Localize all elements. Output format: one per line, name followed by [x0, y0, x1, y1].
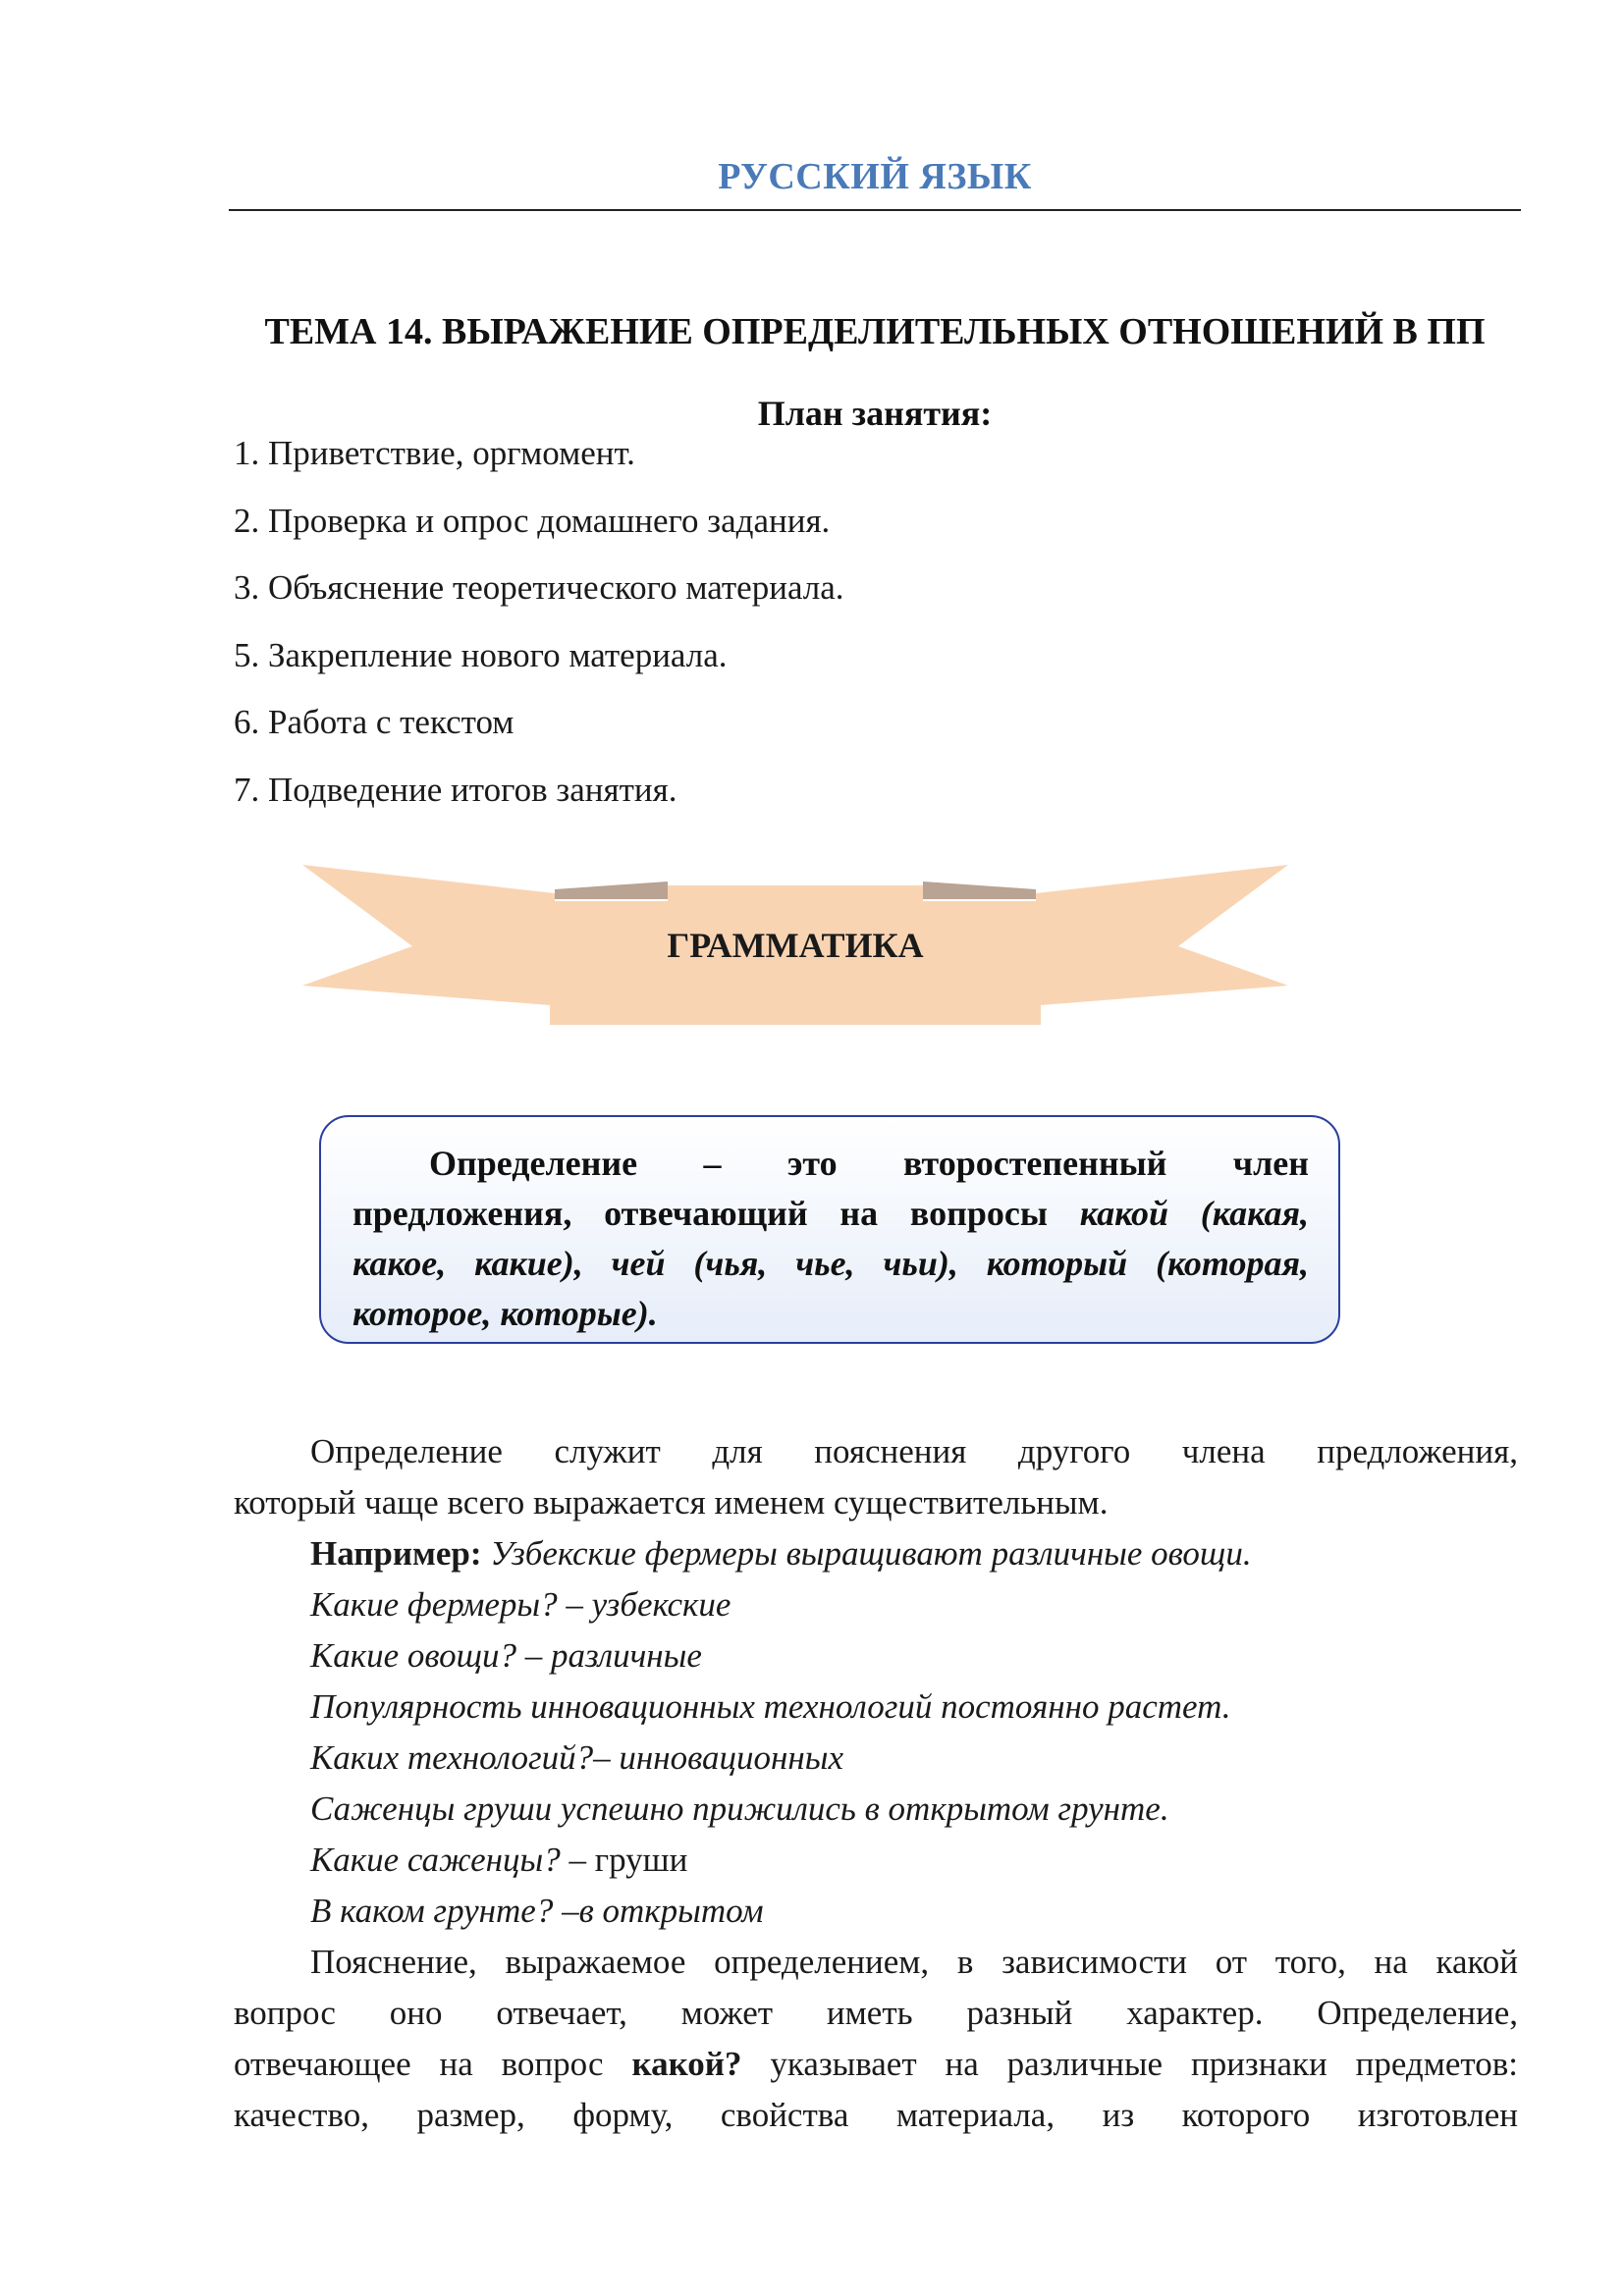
paragraph-line: который чаще всего выражается именем существительным.: [234, 1483, 1109, 1522]
paragraph-line: Определение служит для пояснения другого члена предложения,: [310, 1432, 1518, 1470]
question-word: какой?: [631, 2045, 742, 2083]
header-rule: [229, 209, 1521, 211]
example-line: Саженцы груши успешно прижились в открытом грунте.: [310, 1789, 1169, 1828]
plan-item: 7. Подведение итогов занятия.: [234, 770, 677, 809]
plan-item: 6. Работа с текстом: [234, 703, 514, 742]
body-text: [234, 1426, 1518, 2141]
paragraph-fragment: указывает на различные признаки предметов:: [741, 2045, 1519, 2083]
plan-item: 3. Объяснение теоретического материала.: [234, 568, 844, 608]
paragraph-line: [234, 2039, 1518, 2090]
definition-word: это: [786, 1144, 838, 1183]
running-head: РУССКИЙ ЯЗЫК: [718, 156, 1032, 197]
plan-item: 2. Проверка и опрос домашнего задания.: [234, 501, 831, 540]
definition-word: второстепенный: [902, 1144, 1167, 1183]
definition-word: –: [703, 1144, 722, 1183]
ribbon-shadow-left: [555, 881, 668, 899]
example-label: Например:: [310, 1534, 482, 1573]
definition-box: [319, 1115, 1340, 1344]
example-line: Какие овощи? – различные: [310, 1636, 702, 1675]
ribbon-shadow-right: [923, 881, 1036, 899]
plan-list: [234, 432, 844, 836]
example-line: Популярность инновационных технологий постоянно растет.: [310, 1687, 1231, 1726]
paragraph-fragment: отвечающее на вопрос: [234, 2045, 632, 2083]
plan-heading: План занятия:: [757, 394, 993, 433]
plan-item: 5. Закрепление нового материала.: [234, 635, 728, 674]
paragraph-line: Пояснение, выражаемое определением, в зависимости от того, на какой: [310, 1943, 1518, 1981]
definition-line: [352, 1189, 1309, 1239]
example-line: [234, 1528, 1518, 1579]
definition-questions: какой (какая,: [1079, 1194, 1310, 1233]
topic-title: ТЕМА 14. ВЫРАЖЕНИЕ ОПРЕДЕЛИТЕЛЬНЫХ ОТНОШЕНИЙ В ПП: [264, 311, 1486, 352]
example-line: [234, 1835, 1518, 1886]
definition-text: [352, 1139, 1309, 1339]
definition-word: Определение: [429, 1144, 638, 1183]
definition-line: [352, 1139, 1309, 1189]
example-question: Какие саженцы? –: [310, 1841, 595, 1879]
paragraph-line: качество, размер, форму, свойства материала, из которого изготовлен: [234, 2096, 1518, 2134]
example-line: Каких технологий?– инновационных: [310, 1738, 844, 1777]
example-line: В каком грунте? –в открытом: [310, 1892, 764, 1930]
definition-word: член: [1232, 1144, 1310, 1183]
example-line: Какие фермеры? – узбекские: [310, 1585, 731, 1624]
plan-item: 1. Приветствие, оргмомент.: [234, 434, 635, 472]
example-answer: груши: [594, 1841, 688, 1879]
definition-line: какое, какие), чей (чья, чье, чьи), который (которая,: [352, 1244, 1309, 1283]
example-sentence: Узбекские фермеры выращивают различные овощи.: [481, 1534, 1252, 1573]
banner-label: ГРАММАТИКА: [667, 926, 924, 965]
definition-line: которое, которые).: [352, 1294, 658, 1333]
definition-term: предложения, отвечающий на вопросы: [352, 1194, 1080, 1233]
paragraph-line: вопрос оно отвечает, может иметь разный характер. Определение,: [234, 1994, 1518, 2032]
